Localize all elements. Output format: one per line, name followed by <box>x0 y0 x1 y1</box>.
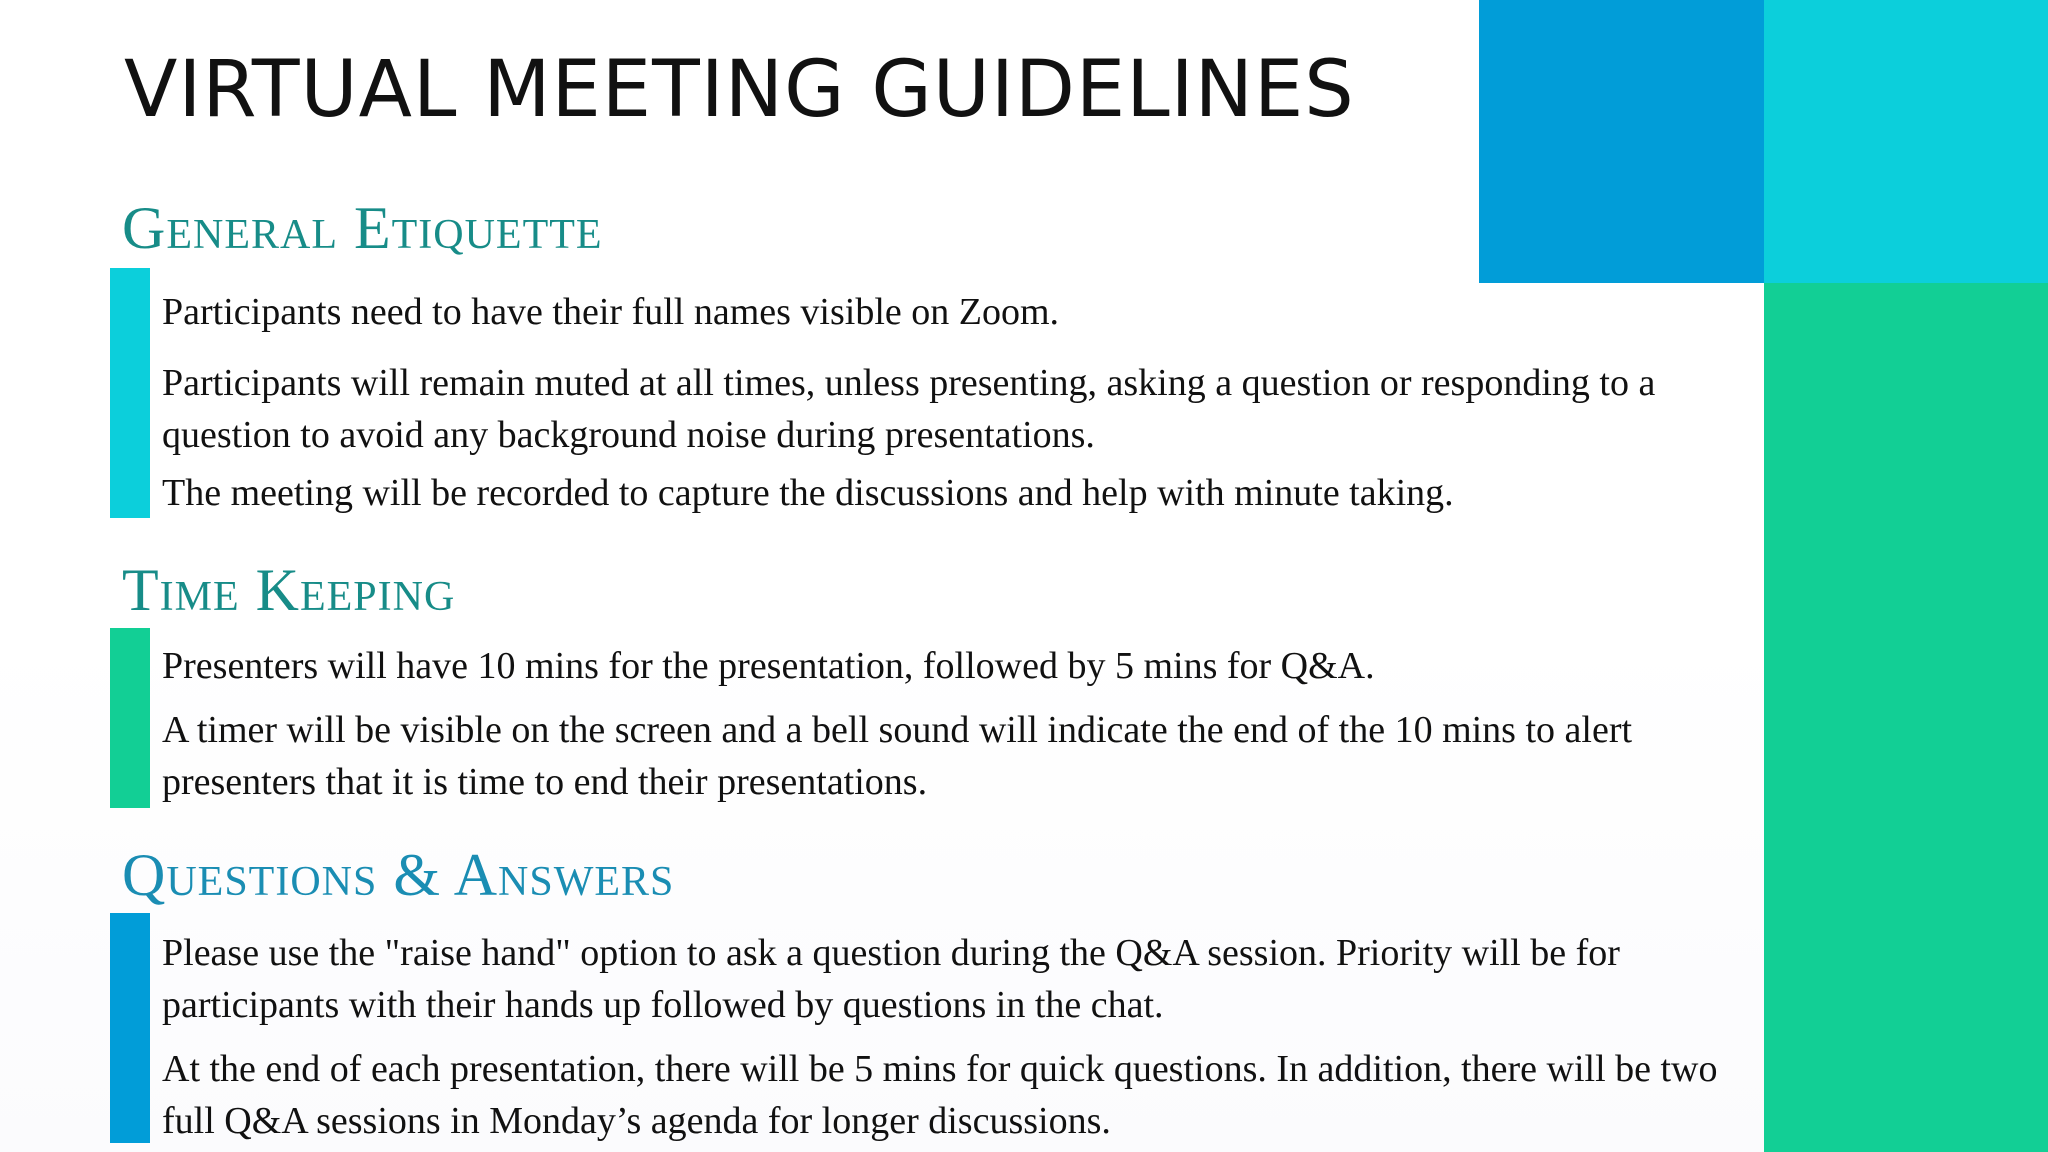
section-accent-bar-cyan <box>110 268 150 518</box>
guideline-item: A timer will be visible on the screen and a bell sound will indicate the end of the 10 mins to alert presenters that it is time to end their presentations. <box>162 709 1633 803</box>
section-accent-bar-green <box>110 628 150 808</box>
section-heading-time-keeping: Time Keeping <box>122 557 456 623</box>
guideline-item: Please use the "raise hand" option to ask a question during the Q&A session. Priority will be for participants with their hands up followed by questions in the chat. <box>162 932 1620 1026</box>
decorative-cyan-block <box>1764 0 2048 283</box>
guideline-item: Presenters will have 10 mins for the presentation, followed by 5 mins for Q&A. <box>162 645 1375 687</box>
slide-title: VIRTUAL MEETING GUIDELINES <box>124 45 1355 135</box>
guideline-item: Participants need to have their full names visible on Zoom. <box>162 291 1060 333</box>
guideline-item: At the end of each presentation, there will be 5 mins for quick questions. In addition, there will be two full Q&A sessions in Monday’s agenda for longer discussions. <box>162 1048 1718 1142</box>
section-heading-questions-answers: Questions & Answers <box>122 842 675 908</box>
section-heading-general-etiquette: General Etiquette <box>122 195 603 261</box>
section-accent-bar-blue <box>110 913 150 1143</box>
decorative-blue-block <box>1479 0 1764 283</box>
decorative-green-block <box>1764 283 2048 1152</box>
guideline-item: Participants will remain muted at all times, unless presenting, asking a question or responding to a question to avoid any background noise during presentations. <box>162 362 1656 456</box>
guideline-item: The meeting will be recorded to capture the discussions and help with minute taking. <box>162 472 1454 514</box>
